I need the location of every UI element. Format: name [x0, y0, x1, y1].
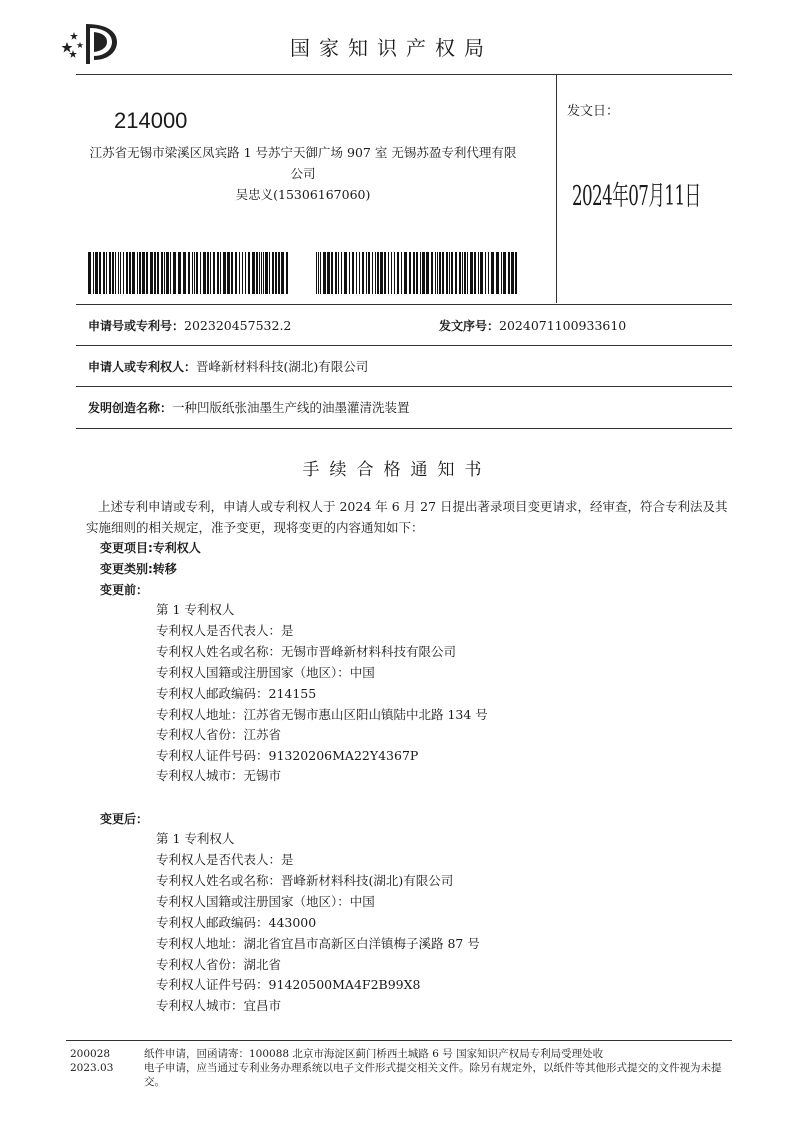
application-number: 202320457532.2	[184, 318, 292, 333]
barcode-bar	[426, 252, 429, 294]
barcode-bar	[480, 252, 483, 294]
change-type: 变更类别:转移	[100, 562, 177, 576]
before-item: 专利权人城市：无锡市	[156, 768, 282, 783]
before-item: 专利权人地址：江苏省无锡市惠山区阳山镇陆中北路 134 号	[156, 707, 488, 722]
rule-1	[76, 304, 732, 305]
after-item: 专利权人姓名或名称：晋峰新材料科技(湖北)有限公司	[156, 873, 454, 888]
send-date: 2024年07月11日	[572, 181, 701, 212]
barcode-bar	[93, 252, 94, 294]
after-item: 专利权人城市：宜昌市	[156, 998, 282, 1013]
recipient-address-block	[88, 142, 518, 205]
barcode-bar	[139, 252, 141, 294]
barcode-bar	[166, 252, 169, 294]
after-item: 专利权人省份：湖北省	[156, 957, 282, 972]
after-item: 第 1 专利权人	[156, 831, 235, 846]
barcode-bar	[455, 252, 457, 294]
barcode-right	[316, 252, 518, 294]
barcode-bar	[115, 252, 116, 294]
applicant-label: 申请人或专利权人：	[88, 360, 197, 374]
barcode-bar	[356, 252, 357, 294]
form-date: 2023.03	[70, 1062, 114, 1074]
before-item: 专利权人姓名或名称：无锡市晋峰新材料科技有限公司	[156, 644, 457, 659]
form-code: 200028	[70, 1048, 111, 1060]
barcode-bar	[263, 252, 264, 294]
barcode-bar	[281, 252, 284, 294]
barcode-bar	[157, 252, 159, 294]
barcode-bar	[388, 252, 389, 294]
barcode-bar	[239, 252, 240, 294]
notice-title: 手续合格通知书	[302, 460, 492, 480]
barcode-bar	[470, 252, 473, 294]
barcode-bar	[320, 252, 321, 294]
barcode-bar	[384, 252, 386, 294]
before-item: 第 1 专利权人	[156, 602, 235, 617]
rule-2	[76, 345, 732, 346]
after-item: 专利权人邮政编码：443000	[156, 915, 317, 930]
barcode-bar	[462, 252, 463, 294]
before-item: 专利权人省份：江苏省	[156, 727, 282, 742]
office-name: 国家知识产权局	[290, 36, 493, 60]
barcode-bar	[485, 252, 486, 294]
barcode-bar	[397, 252, 399, 294]
footer-electronic-note: 电子申请，应当通过专利业务办理系统以电子文件形式提交相关文件。除另有规定外，以纸件等其他形式提交的文件视为未提交。	[144, 1062, 722, 1088]
barcode-bar	[394, 252, 395, 294]
postcode: 214000	[114, 108, 188, 133]
barcode-bar	[118, 252, 119, 294]
barcode-bar	[161, 252, 163, 294]
barcode-bar	[217, 252, 219, 294]
barcode-bar	[442, 252, 444, 294]
before-item: 专利权人国籍或注册国家（地区）：中国	[156, 665, 375, 680]
recipient-address: 江苏省无锡市梁溪区凤宾路 1 号苏宁天御广场 907 室 无锡苏盈专利代理有限公司	[89, 145, 517, 181]
barcode-bar	[437, 252, 438, 294]
barcode-bar	[416, 252, 418, 294]
barcode-bar	[323, 252, 326, 294]
barcode-bar	[286, 252, 288, 294]
barcode-bar	[120, 252, 121, 294]
barcode-bar	[235, 252, 237, 294]
barcode-bar	[464, 252, 466, 294]
barcode-bar	[272, 252, 274, 294]
barcode-bar	[327, 252, 330, 294]
barcode-bar	[316, 252, 317, 294]
barcode-bar	[420, 252, 421, 294]
barcode-bar	[511, 252, 514, 294]
barcode-bar	[88, 252, 91, 294]
change-item: 变更项目:专利权人	[100, 541, 201, 555]
barcode-bar	[132, 252, 135, 294]
barcode-bar	[123, 252, 124, 294]
barcode-bar	[220, 252, 221, 294]
after-item: 专利权人国籍或注册国家（地区）：中国	[156, 894, 375, 909]
address-divider	[556, 75, 557, 303]
invention-title: 一种凹版纸张油墨生产线的油墨灌清洗装置	[172, 400, 410, 415]
barcode-bar	[409, 252, 411, 294]
barcode-bar	[203, 252, 206, 294]
send-date-label: 发文日：	[567, 104, 620, 119]
barcode-bar	[467, 252, 468, 294]
serial-number-label: 发文序号：	[439, 319, 500, 333]
barcode-bar	[344, 252, 347, 294]
barcode-bar	[422, 252, 425, 294]
header-rule	[76, 74, 732, 75]
barcode-bar	[137, 252, 138, 294]
barcode-left	[88, 252, 290, 294]
applicant: 晋峰新材料科技(湖北)有限公司	[196, 359, 369, 374]
barcode-bar	[478, 252, 479, 294]
barcode-bar	[146, 252, 148, 294]
barcode-bar	[439, 252, 441, 294]
before-item: 专利权人证件号码：91320206MA22Y4367P	[156, 748, 419, 763]
barcode-bar	[508, 252, 510, 294]
barcode-bar	[245, 252, 246, 294]
footer-rule	[66, 1040, 732, 1041]
barcode-bar	[335, 252, 337, 294]
barcode-bar	[401, 252, 402, 294]
after-item: 专利权人证件号码：91420500MA4F2B99X8	[156, 977, 421, 992]
barcode-bar	[391, 252, 392, 294]
application-number-label: 申请号或专利号：	[88, 319, 185, 333]
barcode-bar	[341, 252, 342, 294]
application-number-row	[88, 317, 291, 335]
barcode-bar	[259, 252, 260, 294]
barcode-bar	[192, 252, 193, 294]
after-item: 专利权人地址：湖北省宜昌市高新区白洋镇梅子溪路 87 号	[156, 936, 480, 951]
barcode-bar	[380, 252, 383, 294]
barcode-bar	[338, 252, 339, 294]
rule-3	[76, 386, 732, 387]
barcode-bar	[109, 252, 111, 294]
barcode-bar	[150, 252, 153, 294]
barcode-bar	[99, 252, 101, 294]
barcode-bar	[431, 252, 433, 294]
before-item: 专利权人邮政编码：214155	[156, 686, 317, 701]
barcode-bar	[129, 252, 131, 294]
barcode-bar	[491, 252, 494, 294]
barcode-bar	[449, 252, 450, 294]
barcode-bar	[362, 252, 364, 294]
barcode-bar	[359, 252, 360, 294]
barcode-bar	[377, 252, 379, 294]
barcode-bar	[488, 252, 489, 294]
notice-intro: 上述专利申请或专利，申请人或专利权人于 2024 年 6 月 27 日提出著录项目变更请求，经审查，符合专利法及其实施细则的相关规定，准予变更，现将变更的内容通知如下：	[86, 499, 728, 535]
barcode-bar	[164, 252, 165, 294]
barcode-bar	[375, 252, 376, 294]
serial-number: 2024071100933610	[499, 318, 627, 333]
barcode-bar	[265, 252, 268, 294]
barcode-bar	[200, 252, 201, 294]
barcode-bar	[103, 252, 105, 294]
cnipa-logo	[58, 20, 120, 66]
recipient-contact: 吴忠义(15306167060)	[235, 187, 371, 202]
barcode-bar	[188, 252, 190, 294]
barcode-bar	[142, 252, 145, 294]
barcode-bar	[248, 252, 250, 294]
barcode-bar	[404, 252, 407, 294]
barcode-bar	[446, 252, 448, 294]
after-label: 变更后：	[100, 812, 149, 826]
barcode-bar	[451, 252, 453, 294]
barcode-bar	[242, 252, 243, 294]
barcode-bar	[275, 252, 277, 294]
barcode-bar	[261, 252, 262, 294]
barcode-bar	[278, 252, 280, 294]
barcode-bar	[474, 252, 476, 294]
barcode-bar	[183, 252, 186, 294]
barcode-bar	[194, 252, 195, 294]
barcode-bar	[372, 252, 373, 294]
barcode-bar	[459, 252, 461, 294]
barcode-bar	[503, 252, 506, 294]
barcode-bar	[501, 252, 502, 294]
barcode-bar	[227, 252, 230, 294]
before-item: 专利权人是否代表人：是	[156, 623, 294, 638]
barcode-bar	[366, 252, 367, 294]
barcode-bar	[368, 252, 370, 294]
barcode-bar	[126, 252, 128, 294]
barcode-bar	[515, 252, 517, 294]
barcode-bar	[318, 252, 319, 294]
before-label: 变更前：	[100, 583, 149, 597]
barcode-bar	[252, 252, 255, 294]
barcode-bar	[496, 252, 499, 294]
barcode-bar	[173, 252, 176, 294]
barcode-bar	[170, 252, 171, 294]
barcode-bar	[213, 252, 215, 294]
invention-row	[88, 399, 410, 417]
barcode-bar	[112, 252, 114, 294]
rule-4	[76, 428, 732, 429]
barcode-bar	[95, 252, 98, 294]
barcode-bar	[210, 252, 211, 294]
barcode-bar	[352, 252, 354, 294]
applicant-row	[88, 358, 368, 376]
serial-number-row	[439, 317, 626, 335]
invention-label: 发明创造名称：	[88, 401, 173, 415]
barcode-bar	[256, 252, 258, 294]
barcode-bar	[196, 252, 198, 294]
after-item: 专利权人是否代表人：是	[156, 852, 294, 867]
barcode-bar	[349, 252, 350, 294]
barcode-bar	[207, 252, 209, 294]
barcode-bar	[435, 252, 436, 294]
barcode-bar	[269, 252, 270, 294]
barcode-bar	[154, 252, 156, 294]
barcode-bar	[231, 252, 233, 294]
barcode-bar	[106, 252, 107, 294]
barcode-bar	[413, 252, 415, 294]
footer-paper-note: 纸件申请，回函请寄：100088 北京市海淀区蓟门桥西土城路 6 号 国家知识产权局专利局受理处收	[144, 1048, 604, 1060]
barcode-bar	[331, 252, 333, 294]
barcode-bar	[223, 252, 226, 294]
barcode-bar	[178, 252, 181, 294]
